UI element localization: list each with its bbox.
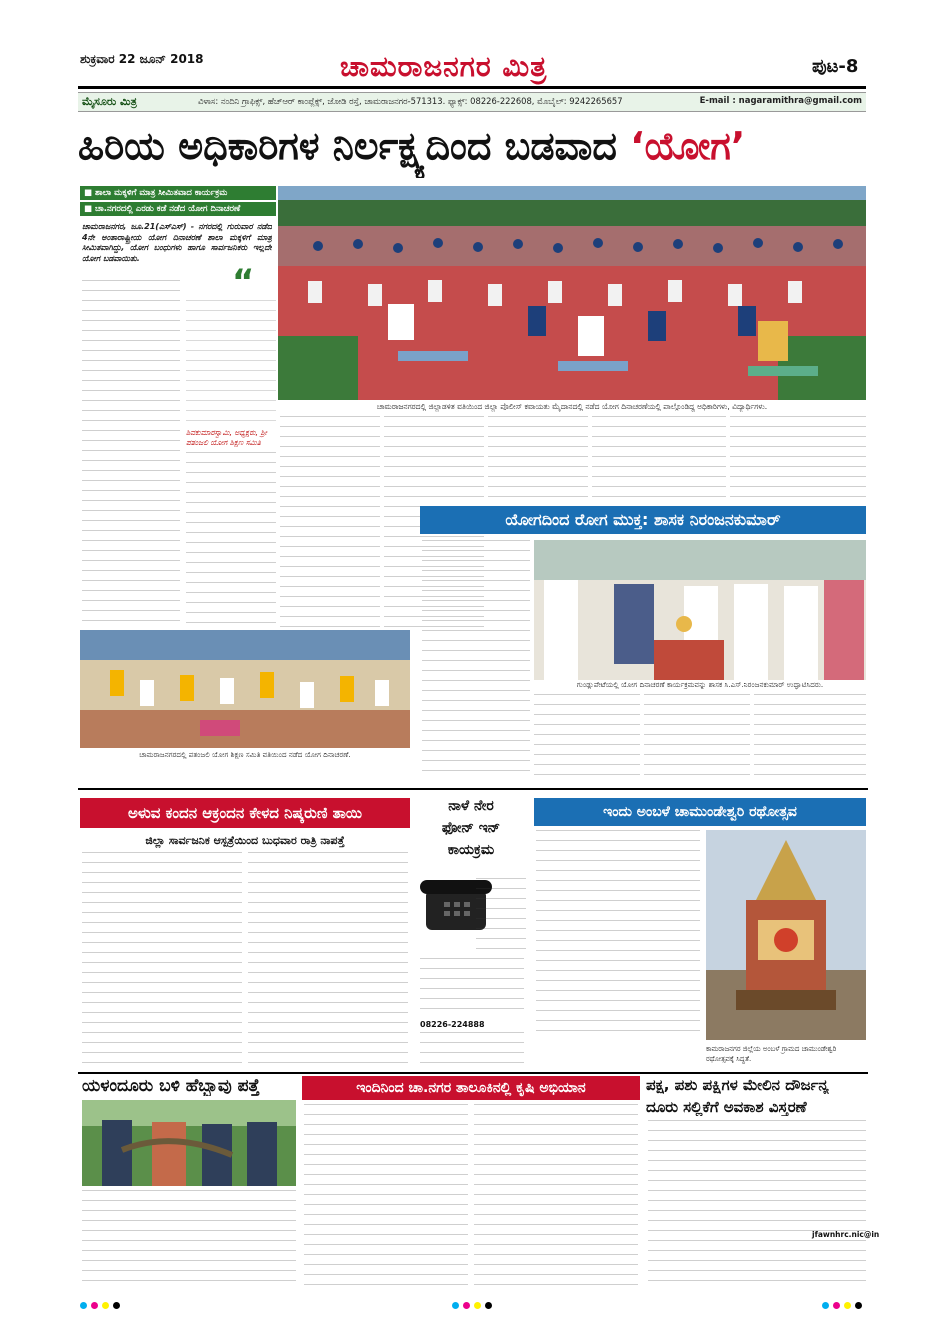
yoga-hall-caption: ಚಾಮರಾಜನಗರದಲ್ಲಿ ಪತಂಜಲಿ ಯೋಗ ಶಿಕ್ಷಣ ಸಮಿತಿ ವತಿಯಿಂದ ನಡೆದ ಯೋಗ ದಿನಾಚರಣೆ. [139, 750, 351, 759]
yoga-crowd-photo [278, 186, 866, 400]
bottom-headline-3 [646, 1076, 866, 1116]
yoga-crowd-image [278, 186, 866, 400]
phonein-line-2: ಫೋನ್ ಇನ್ [441, 820, 501, 836]
shasaka-body-col1 [422, 540, 530, 780]
shasaka-photo [534, 540, 866, 680]
ambale-headline: ಇಂದು ಅಂಬಳೆ ಚಾಮುಂಡೇಶ್ವರಿ ರಥೋತ್ಸವ [603, 804, 797, 820]
lead-body-col7 [730, 416, 866, 500]
shasaka-body-col4 [754, 694, 866, 782]
bottom-headline-2 [302, 1076, 640, 1100]
aluva-body-col1 [82, 852, 242, 1068]
print-dots-center [452, 1294, 496, 1313]
lead-body-col5 [488, 416, 588, 500]
lead-pullquote [186, 300, 276, 425]
ambale-caption: ಕಾಮರಾಜನಗರ ಜಿಲ್ಲೆಯ ಅಂಬಳೆ ಗ್ರಾಮದ ಚಾಮುಂಡೇಶ್ವರಿ ರಥೋತ್ಸವಕ್ಕೆ ಸಿದ್ಧತೆ. [706, 1045, 837, 1063]
aluva-body-col2 [248, 852, 408, 1068]
krishi-body-col2 [474, 1104, 638, 1290]
phonein-body-3 [420, 1032, 524, 1066]
lead-dateline: ಚಾಮರಾಜನಗರ, ಜೂ.21(ಎಸ್‌ಎಸ್) - ನಗರದಲ್ಲಿ ಗುರುವಾರ ನಡೆದ 4ನೇ ಅಂತಾರಾಷ್ಟ್ರೀಯ ಯೋಗ ದಿನಾಚರಣೆ ಶಾಲಾ ಮಕ್ಕಳಿಗೆ ಮಾತ್ರ ಸೀಮಿತವಾಗಿದ್ದು, ಯೋಗ ಬಂಧುಗಳು ಹಾಗೂ ಸಾರ್ವಜನಿಕರು ಇಲ್ಲದೇ ಯೋಗ ಬಡವಾಯಿತು. [82, 222, 272, 263]
krishi-body-col1 [304, 1104, 468, 1290]
shasaka-image [534, 540, 866, 680]
lead-bullet-2-text: ಚಾ.ನಗರದಲ್ಲಿ ಎರಡು ಕಡೆ ನಡೆದ ಯೋಗ ದಿನಾಚರಣೆ [95, 204, 241, 214]
issue-date: ಶುಕ್ರವಾರ 22 ಜೂನ್ 2018 [80, 52, 204, 66]
masthead-title: ಚಾಮರಾಜನಗರ ಮಿತ್ರ [340, 50, 548, 83]
ambale-body [536, 830, 700, 1040]
masthead-rule [78, 86, 866, 89]
bottom-headline-3b: ದೂರು ಸಲ್ಲಿಕೆಗೆ ಅವಕಾಶ ವಿಸ್ತರಣೆ [646, 1098, 807, 1116]
phonein-body [476, 878, 526, 958]
python-body [82, 1190, 296, 1290]
shasaka-body-col2 [534, 694, 640, 782]
yoga-hall-image [80, 630, 410, 748]
ambale-headline-bar [534, 798, 866, 826]
chariot-image [706, 830, 866, 1040]
lead-body-col6 [592, 416, 726, 500]
lead-bullet-2: ■ ಚಾ.ನಗರದಲ್ಲಿ ಎರಡು ಕಡೆ ನಡೆದ ಯೋಗ ದಿನಾಚರಣೆ [80, 202, 276, 216]
lead-headline-quote: ‘ಯೋಗ’ [630, 124, 746, 168]
page-number: ಪುಟ-8 [812, 56, 859, 77]
sister-paper: ಮೈಸೂರು ಮಿತ್ರ [82, 95, 137, 108]
lead-bullet-1: ■ ಶಾಲಾ ಮಕ್ಕಳಿಗೆ ಮಾತ್ರ ಸೀಮಿತವಾದ ಕಾರ್ಯಕ್ರಮ [80, 186, 276, 200]
lead-body-col2 [186, 452, 276, 624]
print-dots-right [822, 1294, 866, 1313]
section-divider-2 [78, 1072, 868, 1074]
ambale-chariot-photo [706, 830, 866, 1040]
phonein-line-1: ನಾಳೆ ನೇರ [448, 798, 494, 814]
aluva-headline: ಅಳುವ ಕಂದನ ಆಕ್ರಂದನ ಕೇಳದ ನಿಷ್ಕರುಣಿ ತಾಯಿ [127, 804, 363, 822]
section-divider [78, 788, 868, 790]
aluva-subhead: ಜಿಲ್ಲಾ ಸಾರ್ವಜನಿಕ ಆಸ್ಪತ್ರೆಯಿಂದ ಬುಧವಾರ ರಾತ್ರಿ ನಾಪತ್ತೆ [145, 834, 345, 847]
phonein-number: 08226-224888 [420, 1020, 485, 1029]
phonein-body-2 [420, 958, 524, 1018]
address-line: ವಿಳಾಸ: ನಂದಿನಿ ಗ್ರಾಫಿಕ್ಸ್, ಹೆಚ್‌ಆರ್ ಕಾಂಪ್ಲೆಕ್ಸ್, ಜೋಡಿ ರಸ್ತೆ, ಚಾಮರಾಜನಗರ-571313. ಫ್ಯಾಕ್ಸ್: 08226-222608, ಮೊಬೈಲ್: 9242265657 [198, 96, 623, 106]
masthead-contact-bar [78, 92, 866, 112]
python-image [82, 1100, 296, 1186]
shasaka-caption: ಗುಂಡ್ಲುಪೇಟೆಯಲ್ಲಿ ಯೋಗ ದಿನಾಚರಣೆ ಕಾರ್ಯಕ್ರಮವನ್ನು ಶಾಸಕ ಸಿ.ಎಸ್.ನಿರಂಜನಕುಮಾರ್ ಉದ್ಘಾಟಿಸಿದರು. [576, 680, 824, 689]
lead-reporter: ಶಿವಕುಮಾರಸ್ವಾಮಿ, ಅಧ್ಯಕ್ಷರು, ಶ್ರೀ ಪತಂಜಲಿ ಯೋಗ ಶಿಕ್ಷಣ ಸಮಿತಿ [186, 428, 267, 447]
email-line: E-mail : nagaramithra@gmail.com [699, 96, 862, 106]
bottom-headline-2-text: ಇಂದಿನಿಂದ ಚಾ.ನಗರ ತಾಲೂಕಿನಲ್ಲಿ ಕೃಷಿ ಅಭಿಯಾನ [356, 1080, 586, 1096]
pashu-body [648, 1120, 866, 1290]
print-dots-left [80, 1294, 124, 1313]
bottom-headline-3a: ಪಕ್ಷ, ಪಶು ಪಕ್ಷಿಗಳ ಮೇಲಿನ ದೌರ್ಜನ್ಯ [646, 1076, 829, 1094]
shasaka-headline: ಯೋಗದಿಂದ ರೋಗ ಮುಕ್ತ: ಶಾಸಕ ನಿರಂಜನಕುಮಾರ್ [505, 510, 781, 529]
lead-headline-text: ಹಿರಿಯ ಅಧಿಕಾರಿಗಳ ನಿರ್ಲಕ್ಷ್ಯದಿಂದ ಬಡವಾದ [78, 124, 631, 168]
shasaka-body-col3 [644, 694, 750, 782]
lead-headline [78, 116, 868, 178]
quote-mark: “ [232, 262, 255, 302]
pashu-email: jfawnhrc.nic@in [812, 1230, 880, 1239]
lead-body-col3 [280, 416, 380, 628]
shasaka-headline-bar [420, 506, 866, 534]
bottom-headline-1: ಯಳಂದೂರು ಬಳಿ ಹೆಬ್ಬಾವು ಪತ್ತೆ [82, 1076, 260, 1096]
phonein-line-3: ಕಾಯಕ್ರಮ [447, 842, 495, 858]
aluva-headline-bar [80, 798, 410, 828]
python-photo [82, 1100, 296, 1186]
yoga-hall-photo [80, 630, 410, 748]
lead-body-col1 [82, 280, 180, 625]
yoga-crowd-caption: ಚಾಮರಾಜನಗರದಲ್ಲಿ ಜಿಲ್ಲಾಡಳಿತ ವತಿಯಿಂದ ಜಿಲ್ಲಾ ಪೊಲೀಸ್ ಕವಾಯತು ಮೈದಾನದಲ್ಲಿ ನಡೆದ ಯೋಗ ದಿನಾಚರಣೆಯಲ್ಲಿ ಪಾಲ್ಗೊಂಡಿದ್ದ ಅಧಿಕಾರಿಗಳು, ವಿದ್ಯಾರ್ಥಿಗಳು. [376, 402, 768, 411]
phonein-box [416, 798, 526, 1068]
lead-bullet-1-text: ಶಾಲಾ ಮಕ್ಕಳಿಗೆ ಮಾತ್ರ ಸೀಮಿತವಾದ ಕಾರ್ಯಕ್ರಮ [95, 188, 228, 198]
